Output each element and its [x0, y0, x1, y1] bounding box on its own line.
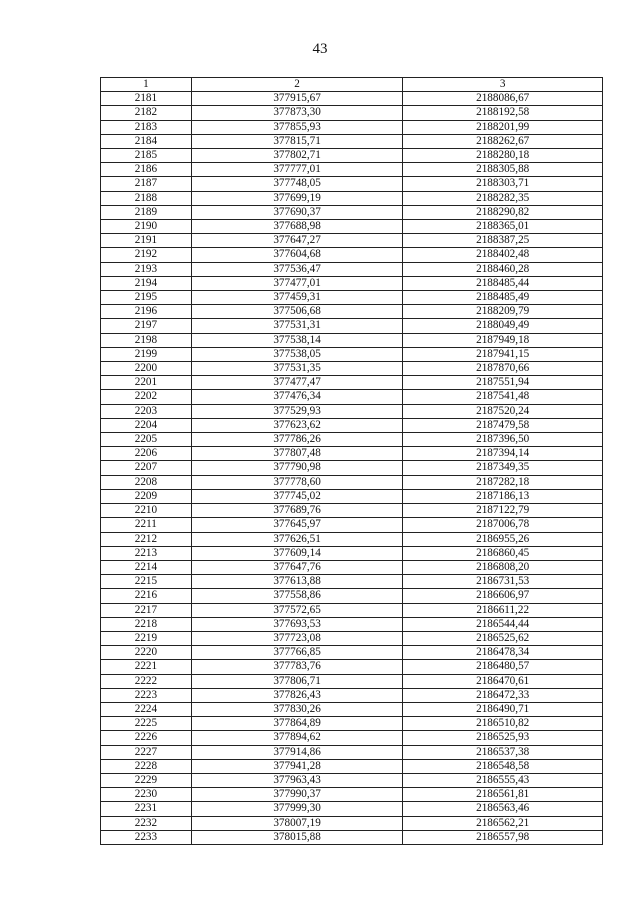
point-number-cell: 2201 — [101, 376, 192, 390]
x-coordinate-cell: 378007,19 — [191, 816, 403, 830]
point-number-cell: 2193 — [101, 262, 192, 276]
y-coordinate-cell: 2188303,71 — [403, 177, 603, 191]
table-row — [101, 191, 603, 205]
y-coordinate-cell: 2188485,49 — [403, 291, 603, 305]
y-coordinate-cell: 2186472,33 — [403, 688, 603, 702]
table-row — [101, 589, 603, 603]
y-coordinate-cell: 2188485,44 — [403, 276, 603, 290]
point-number-cell: 2231 — [101, 802, 192, 816]
x-coordinate-cell: 377645,97 — [191, 518, 403, 532]
table-row — [101, 575, 603, 589]
x-coordinate-cell: 377626,51 — [191, 532, 403, 546]
x-coordinate-cell: 377693,53 — [191, 617, 403, 631]
table-row — [101, 646, 603, 660]
table-row — [101, 660, 603, 674]
table-row — [101, 149, 603, 163]
y-coordinate-cell: 2188387,25 — [403, 234, 603, 248]
table-row — [101, 92, 603, 106]
y-coordinate-cell: 2186561,81 — [403, 788, 603, 802]
table-row — [101, 461, 603, 475]
table-row — [101, 802, 603, 816]
point-number-cell: 2202 — [101, 390, 192, 404]
x-coordinate-cell: 377723,08 — [191, 631, 403, 645]
point-number-cell: 2197 — [101, 319, 192, 333]
x-coordinate-cell: 377538,14 — [191, 333, 403, 347]
x-coordinate-cell: 377786,26 — [191, 433, 403, 447]
x-coordinate-cell: 377802,71 — [191, 149, 403, 163]
y-coordinate-cell: 2188460,28 — [403, 262, 603, 276]
point-number-cell: 2227 — [101, 745, 192, 759]
point-number-cell: 2213 — [101, 546, 192, 560]
table-row — [101, 688, 603, 702]
y-coordinate-cell: 2186480,57 — [403, 660, 603, 674]
y-coordinate-cell: 2187394,14 — [403, 447, 603, 461]
table-row — [101, 532, 603, 546]
point-number-cell: 2192 — [101, 248, 192, 262]
table-row — [101, 731, 603, 745]
y-coordinate-cell: 2186537,38 — [403, 745, 603, 759]
point-number-cell: 2187 — [101, 177, 192, 191]
x-coordinate-cell: 377864,89 — [191, 717, 403, 731]
point-number-cell: 2181 — [101, 92, 192, 106]
point-number-cell: 2226 — [101, 731, 192, 745]
x-coordinate-cell: 377609,14 — [191, 546, 403, 560]
y-coordinate-cell: 2188280,18 — [403, 149, 603, 163]
table-row — [101, 603, 603, 617]
table-row — [101, 702, 603, 716]
y-coordinate-cell: 2187949,18 — [403, 333, 603, 347]
point-number-cell: 2232 — [101, 816, 192, 830]
table-row — [101, 248, 603, 262]
table-row — [101, 120, 603, 134]
y-coordinate-cell: 2186731,53 — [403, 575, 603, 589]
point-number-cell: 2218 — [101, 617, 192, 631]
y-coordinate-cell: 2187479,58 — [403, 418, 603, 432]
x-coordinate-cell: 377790,98 — [191, 461, 403, 475]
table-row — [101, 106, 603, 120]
x-coordinate-cell: 377647,76 — [191, 560, 403, 574]
y-coordinate-cell: 2187551,94 — [403, 376, 603, 390]
x-coordinate-cell: 377778,60 — [191, 475, 403, 489]
point-number-cell: 2211 — [101, 518, 192, 532]
y-coordinate-cell: 2187349,35 — [403, 461, 603, 475]
y-coordinate-cell: 2186555,43 — [403, 773, 603, 787]
table-row — [101, 816, 603, 830]
point-number-cell: 2206 — [101, 447, 192, 461]
table-row — [101, 546, 603, 560]
table-row — [101, 305, 603, 319]
table-body — [101, 92, 603, 845]
x-coordinate-cell: 378015,88 — [191, 830, 403, 844]
point-number-cell: 2203 — [101, 404, 192, 418]
x-coordinate-cell: 377476,34 — [191, 390, 403, 404]
point-number-cell: 2198 — [101, 333, 192, 347]
y-coordinate-cell: 2187870,66 — [403, 362, 603, 376]
table-row — [101, 773, 603, 787]
table-header-row — [101, 78, 603, 92]
x-coordinate-cell: 377647,27 — [191, 234, 403, 248]
table-row — [101, 234, 603, 248]
point-number-cell: 2229 — [101, 773, 192, 787]
x-coordinate-cell: 377477,01 — [191, 276, 403, 290]
table-row — [101, 418, 603, 432]
x-coordinate-cell: 377745,02 — [191, 489, 403, 503]
y-coordinate-cell: 2187541,48 — [403, 390, 603, 404]
y-coordinate-cell: 2187122,79 — [403, 504, 603, 518]
point-number-cell: 2207 — [101, 461, 192, 475]
y-coordinate-cell: 2186860,45 — [403, 546, 603, 560]
point-number-cell: 2208 — [101, 475, 192, 489]
table-row — [101, 631, 603, 645]
y-coordinate-cell: 2188402,48 — [403, 248, 603, 262]
table-row — [101, 788, 603, 802]
point-number-cell: 2228 — [101, 759, 192, 773]
table-row — [101, 560, 603, 574]
point-number-cell: 2196 — [101, 305, 192, 319]
x-coordinate-cell: 377506,68 — [191, 305, 403, 319]
point-number-cell: 2221 — [101, 660, 192, 674]
point-number-cell: 2194 — [101, 276, 192, 290]
page-number: 43 — [312, 41, 328, 57]
y-coordinate-cell: 2186955,26 — [403, 532, 603, 546]
table-row — [101, 376, 603, 390]
table-row — [101, 390, 603, 404]
y-coordinate-cell: 2187006,78 — [403, 518, 603, 532]
y-coordinate-cell: 2187941,15 — [403, 347, 603, 361]
y-coordinate-cell: 2186478,34 — [403, 646, 603, 660]
point-number-cell: 2224 — [101, 702, 192, 716]
y-coordinate-cell: 2186611,22 — [403, 603, 603, 617]
table-row — [101, 163, 603, 177]
x-coordinate-cell: 377613,88 — [191, 575, 403, 589]
table-row — [101, 276, 603, 290]
table-row — [101, 674, 603, 688]
table-row — [101, 447, 603, 461]
point-number-cell: 2182 — [101, 106, 192, 120]
table-row — [101, 745, 603, 759]
point-number-cell: 2225 — [101, 717, 192, 731]
table-row — [101, 347, 603, 361]
point-number-cell: 2188 — [101, 191, 192, 205]
x-coordinate-cell: 377604,68 — [191, 248, 403, 262]
table-row — [101, 404, 603, 418]
x-coordinate-cell: 377699,19 — [191, 191, 403, 205]
y-coordinate-cell: 2188365,01 — [403, 220, 603, 234]
x-coordinate-cell: 377558,86 — [191, 589, 403, 603]
y-coordinate-cell: 2186490,71 — [403, 702, 603, 716]
point-number-cell: 2185 — [101, 149, 192, 163]
point-number-cell: 2222 — [101, 674, 192, 688]
x-coordinate-cell: 377777,01 — [191, 163, 403, 177]
y-coordinate-cell: 2188201,99 — [403, 120, 603, 134]
table-row — [101, 830, 603, 844]
point-number-cell: 2189 — [101, 205, 192, 219]
y-coordinate-cell: 2186470,61 — [403, 674, 603, 688]
point-number-cell: 2212 — [101, 532, 192, 546]
table-row — [101, 717, 603, 731]
table-row — [101, 475, 603, 489]
y-coordinate-cell: 2186557,98 — [403, 830, 603, 844]
x-coordinate-cell: 377806,71 — [191, 674, 403, 688]
y-coordinate-cell: 2187186,13 — [403, 489, 603, 503]
column-header-2: 2 — [191, 78, 403, 92]
table-row — [101, 433, 603, 447]
point-number-cell: 2219 — [101, 631, 192, 645]
point-number-cell: 2217 — [101, 603, 192, 617]
point-number-cell: 2200 — [101, 362, 192, 376]
x-coordinate-cell: 377459,31 — [191, 291, 403, 305]
table-row — [101, 759, 603, 773]
point-number-cell: 2199 — [101, 347, 192, 361]
table-row — [101, 262, 603, 276]
x-coordinate-cell: 377572,65 — [191, 603, 403, 617]
point-number-cell: 2230 — [101, 788, 192, 802]
table-row — [101, 205, 603, 219]
table-row — [101, 291, 603, 305]
x-coordinate-cell: 377914,86 — [191, 745, 403, 759]
table-row — [101, 333, 603, 347]
x-coordinate-cell: 377531,31 — [191, 319, 403, 333]
table-row — [101, 617, 603, 631]
y-coordinate-cell: 2188282,35 — [403, 191, 603, 205]
y-coordinate-cell: 2188209,79 — [403, 305, 603, 319]
x-coordinate-cell: 377826,43 — [191, 688, 403, 702]
x-coordinate-cell: 377941,28 — [191, 759, 403, 773]
x-coordinate-cell: 377623,62 — [191, 418, 403, 432]
table-row — [101, 134, 603, 148]
x-coordinate-cell: 377688,98 — [191, 220, 403, 234]
point-number-cell: 2195 — [101, 291, 192, 305]
x-coordinate-cell: 377894,62 — [191, 731, 403, 745]
table-row — [101, 362, 603, 376]
y-coordinate-cell: 2188262,67 — [403, 134, 603, 148]
point-number-cell: 2215 — [101, 575, 192, 589]
x-coordinate-cell: 377766,85 — [191, 646, 403, 660]
y-coordinate-cell: 2188305,88 — [403, 163, 603, 177]
x-coordinate-cell: 377830,26 — [191, 702, 403, 716]
y-coordinate-cell: 2186548,58 — [403, 759, 603, 773]
y-coordinate-cell: 2188192,58 — [403, 106, 603, 120]
y-coordinate-cell: 2188290,82 — [403, 205, 603, 219]
x-coordinate-cell: 377999,30 — [191, 802, 403, 816]
point-number-cell: 2204 — [101, 418, 192, 432]
point-number-cell: 2214 — [101, 560, 192, 574]
point-number-cell: 2233 — [101, 830, 192, 844]
y-coordinate-cell: 2187520,24 — [403, 404, 603, 418]
point-number-cell: 2209 — [101, 489, 192, 503]
point-number-cell: 2184 — [101, 134, 192, 148]
y-coordinate-cell: 2186606,97 — [403, 589, 603, 603]
table-row — [101, 489, 603, 503]
x-coordinate-cell: 377531,35 — [191, 362, 403, 376]
point-number-cell: 2205 — [101, 433, 192, 447]
y-coordinate-cell: 2187396,50 — [403, 433, 603, 447]
x-coordinate-cell: 377477,47 — [191, 376, 403, 390]
point-number-cell: 2223 — [101, 688, 192, 702]
point-number-cell: 2183 — [101, 120, 192, 134]
point-number-cell: 2216 — [101, 589, 192, 603]
y-coordinate-cell: 2186544,44 — [403, 617, 603, 631]
y-coordinate-cell: 2186563,46 — [403, 802, 603, 816]
y-coordinate-cell: 2187282,18 — [403, 475, 603, 489]
y-coordinate-cell: 2188086,67 — [403, 92, 603, 106]
x-coordinate-cell: 377990,37 — [191, 788, 403, 802]
x-coordinate-cell: 377689,76 — [191, 504, 403, 518]
y-coordinate-cell: 2188049,49 — [403, 319, 603, 333]
table-row — [101, 504, 603, 518]
y-coordinate-cell: 2186525,62 — [403, 631, 603, 645]
point-number-cell: 2186 — [101, 163, 192, 177]
x-coordinate-cell: 377538,05 — [191, 347, 403, 361]
table-row — [101, 319, 603, 333]
table-row — [101, 518, 603, 532]
point-number-cell: 2210 — [101, 504, 192, 518]
point-number-cell: 2220 — [101, 646, 192, 660]
point-number-cell: 2191 — [101, 234, 192, 248]
y-coordinate-cell: 2186525,93 — [403, 731, 603, 745]
x-coordinate-cell: 377536,47 — [191, 262, 403, 276]
x-coordinate-cell: 377873,30 — [191, 106, 403, 120]
y-coordinate-cell: 2186808,20 — [403, 560, 603, 574]
table-row — [101, 220, 603, 234]
column-header-1: 1 — [101, 78, 192, 92]
x-coordinate-cell: 377915,67 — [191, 92, 403, 106]
x-coordinate-cell: 377807,48 — [191, 447, 403, 461]
table-row — [101, 177, 603, 191]
point-number-cell: 2190 — [101, 220, 192, 234]
x-coordinate-cell: 377783,76 — [191, 660, 403, 674]
x-coordinate-cell: 377963,43 — [191, 773, 403, 787]
y-coordinate-cell: 2186510,82 — [403, 717, 603, 731]
x-coordinate-cell: 377748,05 — [191, 177, 403, 191]
column-header-3: 3 — [403, 78, 603, 92]
coordinates-table — [100, 77, 603, 845]
y-coordinate-cell: 2186562,21 — [403, 816, 603, 830]
x-coordinate-cell: 377529,93 — [191, 404, 403, 418]
x-coordinate-cell: 377815,71 — [191, 134, 403, 148]
x-coordinate-cell: 377690,37 — [191, 205, 403, 219]
x-coordinate-cell: 377855,93 — [191, 120, 403, 134]
